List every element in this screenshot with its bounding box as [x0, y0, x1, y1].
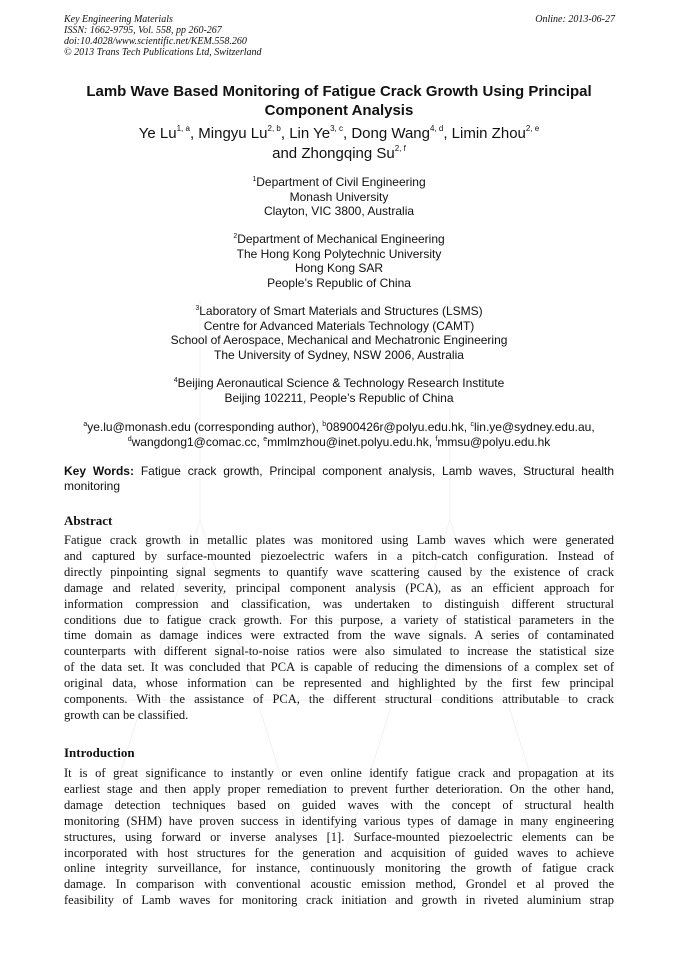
author-name: Mingyu Lu [198, 125, 268, 142]
affiliation-line: The Hong Kong Polytechnic University [236, 246, 442, 261]
introduction-line: damage detection techniques based on guided waves with the concept of structural health [64, 797, 614, 812]
affiliation-line: People’s Republic of China [267, 275, 411, 290]
author-sup: 2, b [267, 124, 281, 133]
abstract-line: time domain as damage indices were extracted from the wave signals. A series of contaminated [64, 628, 614, 643]
affiliation-line: Laboratory of Smart Materials and Structures (LSMS) [199, 304, 483, 318]
introduction-line: It is of great significance to instantly or even online identify fatigue crack and propagation at its [64, 766, 614, 780]
authors-line-2 [60, 144, 618, 164]
affiliation-line: Hong Kong SAR [294, 261, 384, 275]
email-link[interactable]: wangdong1@comac.cc, [131, 434, 260, 449]
journal-issn: ISSN: 1662-9795, Vol. 558, pp 260-267 [64, 25, 222, 36]
journal-meta [64, 14, 262, 58]
affiliation-sup: 2 [233, 233, 238, 240]
keywords [64, 464, 614, 494]
authors-line-1: Ye Lu$^{1, a}$, Mingyu Lu$^{2, b}$, Lin Ye$^{3, c}$, Dong Wang$^{4, d}$, Limin Zhou$^{2, e}$ [138, 124, 540, 142]
author-name: Zhongqing Su [301, 145, 395, 162]
introduction-line: earliest stage and then apply proper remediation to prevent further deterioration. On the other hand, [64, 781, 614, 796]
email-link[interactable]: 08900426r@polyu.edu.hk, [326, 420, 468, 434]
abstract-heading: Abstract [64, 513, 113, 528]
affiliation-1 [60, 175, 618, 219]
journal-copyright: © 2013 Trans Tech Publications Ltd, Switzerland [64, 47, 262, 58]
affiliation-line: Beijing Aeronautical Science & Technology Research Institute [177, 376, 505, 390]
introduction-line: structures, using forward or inverse analyses [1]. Surface-mounted piezoelectric elements can be [64, 829, 614, 844]
email-list [60, 420, 618, 449]
abstract-line: counterparts with different signal-to-noise ratios were also simulated to increase the statistical size [64, 644, 614, 659]
abstract-line: conditions due to fatigue crack growth. For this purpose, a variety of statistical parameters in the [64, 612, 614, 627]
email-link[interactable]: ye.lu@monash.edu (corresponding author), [87, 420, 319, 434]
affiliation-line: Clayton, VIC 3800, Australia [263, 204, 415, 218]
title-line-2: Component Analysis [264, 102, 414, 119]
introduction-line: damage. In comparison with conventional acoustic emission method, Grondel et al proved the [64, 877, 614, 892]
email-sup: c [470, 421, 474, 428]
email-link[interactable]: lin.ye@sydney.edu.au, [473, 420, 595, 434]
abstract-line: damage and related severity, principal component analysis (PCA), as an efficient approach for [64, 580, 614, 595]
introduction-line: online integrity surveillance, for instance, continuously monitoring the growth of fatigue crack [64, 861, 614, 876]
keywords-label: Key Words: [64, 464, 134, 478]
affiliation-sup: 3 [195, 305, 200, 312]
affiliation-line: Beijing 102211, People’s Republic of China [224, 390, 454, 405]
author-name: Dong Wang [351, 125, 430, 142]
abstract-line: information compression and classification, was undertaken to distinguish different structural [64, 596, 614, 611]
author-name: Ye Lu [138, 125, 177, 142]
title-line-1: Lamb Wave Based Monitoring of Fatigue Crack Growth Using Principal [86, 83, 592, 100]
abstract-line: of the data set. It was concluded that PCA is capable of reducing the dimensions of a complex set of [64, 660, 614, 675]
author-list [60, 124, 618, 164]
email-link[interactable]: mmlmzhou@inet.polyu.edu.hk, [267, 434, 433, 449]
introduction-line: monitoring (SHM) have proven success in identifying various types of damage in many engineering [64, 813, 614, 828]
paper-title [60, 82, 618, 120]
abstract-line: directly pinpointing signal segments to quantify wave scattering caused by the existence of crack [64, 564, 614, 579]
affiliation-line: Department of Mechanical Engineering [237, 232, 445, 246]
authors-joiner: and [272, 145, 298, 162]
introduction-line: incorporated with host structures for the generation and acquisition of guided waves to achieve [64, 845, 614, 860]
author-name: Lin Ye [289, 125, 331, 142]
author-name: Limin Zhou [451, 125, 526, 142]
affiliation-line: The University of Sydney, NSW 2006, Australia [214, 347, 464, 362]
email-sup: e [263, 435, 268, 443]
abstract-line: and captured by surface-mounted piezoelectric wafers in a pitch-catch configuration. Instead of [64, 548, 614, 563]
abstract-line: Fatigue crack growth in metallic plates was monitored using Lamb waves which were generated [64, 533, 614, 547]
email-sup: f [435, 435, 438, 443]
keywords-text: Fatigue crack growth, Principal component analysis, Lamb waves, Structural health monitoring [64, 464, 614, 493]
email-sup: a [83, 421, 88, 428]
affiliation-line: Department of Civil Engineering [256, 175, 426, 189]
author-sup: 4, d [429, 124, 444, 133]
introduction-body [64, 766, 614, 909]
journal-name: Key Engineering Materials [64, 14, 173, 25]
affiliation-line: Centre for Advanced Materials Technology (CAMT) [203, 318, 475, 333]
email-link[interactable]: mmsu@polyu.edu.hk [437, 434, 551, 449]
abstract-line: growth can be classified. [64, 707, 189, 722]
author-sup: 3, c [330, 124, 343, 133]
author-sup: 2, f [394, 144, 406, 153]
email-sup: d [127, 435, 132, 443]
introduction-line: feasibility of Lamb waves for monitoring crack initiation and growth in riveted aluminium strap [64, 893, 614, 908]
affiliation-sup: 1 [252, 176, 257, 183]
affiliation-line: Monash University [289, 189, 389, 204]
affiliation-2 [60, 232, 618, 290]
affiliation-3 [60, 304, 618, 362]
affiliation-line: School of Aerospace, Mechanical and Mechatronic Engineering [170, 333, 508, 347]
abstract-line: original data, whose information can be represented and highlighted by the first few principal [64, 676, 614, 691]
email-sup: b [322, 421, 327, 428]
introduction-heading: Introduction [64, 745, 135, 760]
author-sup: 1, a [176, 124, 190, 133]
affiliation-sup: 4 [173, 377, 178, 384]
affiliation-4 [60, 376, 618, 405]
online-date: Online: 2013-06-27 [535, 14, 615, 25]
abstract-body [64, 533, 614, 724]
abstract-line: components. With the assistance of PCA, the different structural conditions attributable to crack [64, 692, 614, 707]
journal-doi: doi:10.4028/www.scientific.net/KEM.558.260 [64, 36, 247, 47]
author-sup: 2, e [525, 124, 540, 133]
